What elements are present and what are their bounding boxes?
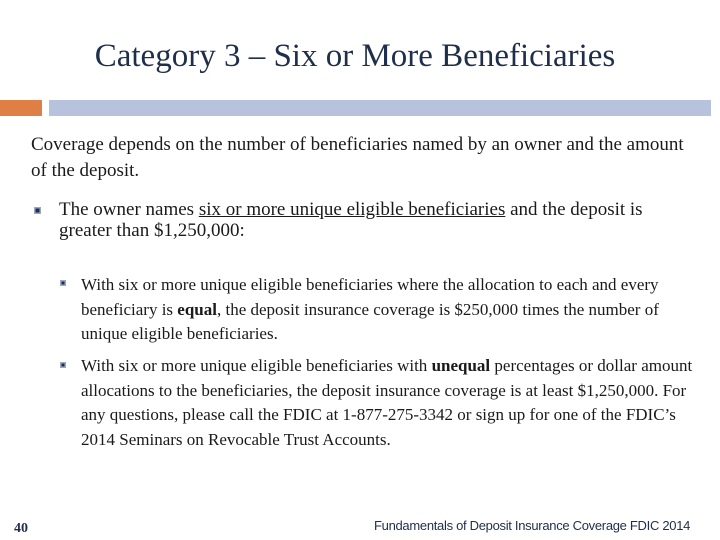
sub-bullet-equal <box>81 273 696 347</box>
square-bullet-icon <box>34 207 41 214</box>
footer-text: Fundamentals of Deposit Insurance Coverage FDIC 2014 <box>374 518 691 533</box>
accent-bar-orange <box>0 100 42 116</box>
sub-bullet-text-bold: equal <box>177 299 217 319</box>
sub-bullet-unequal <box>81 354 696 452</box>
bullet-text-underlined: six or more unique eligible beneficiaries <box>198 199 506 220</box>
square-bullet-icon <box>60 362 66 368</box>
sub-bullet-text-pre: With six or more unique eligible beneficiaries where the allocation to each and every beneficiary is <box>81 275 659 319</box>
sub-bullet-text-post: , the deposit insurance coverage is $250,000 times the number of unique eligible beneficiaries. <box>81 299 659 343</box>
page-number: 40 <box>14 521 28 536</box>
bullet-item-main <box>59 199 699 241</box>
intro-text: Coverage depends on the number of beneficiaries named by an owner and the amount of the deposit. <box>31 134 684 181</box>
accent-bar-blue <box>49 100 711 116</box>
bullet-text-pre: The owner names <box>59 199 199 220</box>
sub-bullet-text-post: percentages or dollar amount allocations to the beneficiaries, the deposit insurance coverage is at least $1,250,000. For any questions, please call the FDIC at 1-877-275-3342 or sign up for one of the FDIC’s 2014 Seminars on Revocable Trust Accounts. <box>81 356 693 449</box>
sub-bullet-text-bold: unequal <box>431 356 491 375</box>
sub-bullet-text-pre: With six or more unique eligible beneficiaries with <box>81 356 432 375</box>
bullet-text-post: and the deposit is greater than $1,250,000: <box>59 199 643 241</box>
slide-title: Category 3 – Six or More Beneficiaries <box>94 38 616 74</box>
square-bullet-icon <box>60 280 66 286</box>
